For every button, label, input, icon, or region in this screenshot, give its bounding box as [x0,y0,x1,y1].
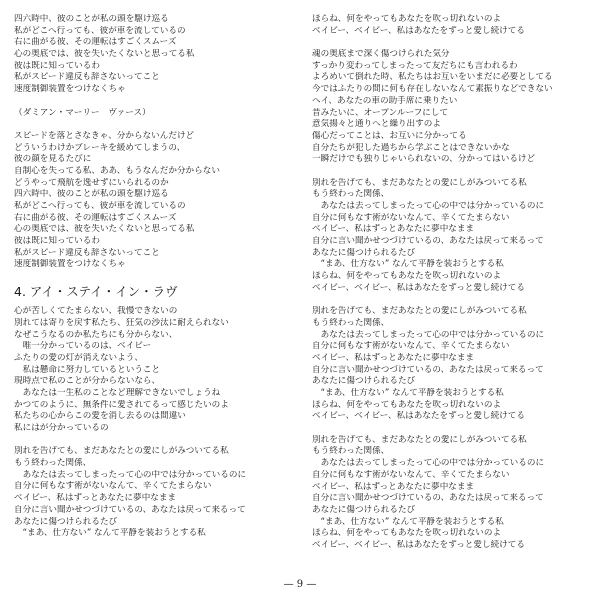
lyric-line: かつてのように、無条件に愛されてるって感じたいのよ [14,399,229,410]
lyric-line: 傷心だってことは、お互いに分かってる [312,130,467,141]
lyrics-block [312,435,594,552]
lyric-line: 私がどこへ行っても、彼が車を流しているの [14,201,186,211]
lyric-line: 自分に何もなす術がないなんて、辛くてたまらない [14,481,212,492]
lyric-line: 魂の奥底まで深く傷つけられた気分 [312,49,450,60]
lyric-line: どういうわけかブレーキを緩めてしまうの、 [14,142,186,153]
lyric-line: 別れては寄りを戻す私たち、狂気の沙汰に耐えられない [14,317,229,328]
stanza-gap [312,423,594,435]
lyric-line: 別れを告げても、まだあなたとの愛にしがみついてる私 [312,306,527,317]
lyric-line: 自分に言い聞かせつづけているの、あなたは戻って来るって [312,236,544,247]
lyric-line: 唯一分かっているのは、ベイビー [14,341,152,352]
lyric-line: 速度制御装置をつけなくちゃ [14,259,126,270]
lyric-line: 彼は既に知っているわ [14,60,100,71]
lyric-line: 自分に何もなす術がないなんて、辛くてたまらない [312,341,510,352]
lyric-line: ほらね、何をやってもあなたを吹っ切れないのよ [312,14,502,24]
lyric-line: ベイビー、ベイビー、私はあなたをずっと愛し続けてる [312,411,525,422]
left-column [14,14,296,540]
lyric-line: ベイビー、ベイビー、私はあなたをずっと愛し続けてる [312,539,525,550]
lyric-line: 私は懸命に努力しているということ [14,364,161,375]
lyric-line: 速度制御装置をつけなくちゃ [14,84,126,95]
lyric-line: 心の奥底では、彼を失いたくないと思ってる私 [14,49,195,60]
lyric-line: あなたは去ってしまったって心の中では分かっているのに [14,469,247,480]
lyric-line: 自分に何もなす術がないなんて、辛くてたまらない [312,469,510,480]
lyric-line: 私がどこへ行っても、彼が車を流しているの [14,25,186,36]
lyric-line: よろめいて倒れた時、私たちはお互いをいまだに必要としてる [312,72,553,83]
lyric-line: 心の奥底では、彼を失いたくないと思ってる私 [14,224,195,235]
lyric-line: もう終わった関係、 [312,189,390,200]
stanza-gap [312,166,594,178]
lyric-line: ベイビー、私はずっとあなたに夢中なまま [14,493,177,504]
lyric-line: 自分に言い聞かせつづけているの、あなたは戻って来るって [14,504,246,515]
lyric-line: 昔みたいに、オープンルーフにして [312,107,449,118]
lyrics-block [312,14,594,37]
lyrics-block [14,306,296,435]
lyric-line: あなたは去ってしまったって心の中では分かっているのに [312,201,545,211]
lyric-line: あなたに傷つけられるたび [14,516,118,527]
lyric-line: “まあ、仕方ない” なんて平静を装おうとする私 [312,388,504,398]
song-heading: 4. アイ・ステイ・イン・ラヴ [14,284,178,300]
lyric-line: ベイビー、ベイビー、私はあなたをずっと愛し続けてる [312,282,525,293]
lyric-line: ベイビー、私はずっとあなたに夢中なまま [312,352,475,363]
lyric-line: あなたに傷つけられるたび [312,376,416,387]
lyric-line: 心が苦しくてたまらない、我慢できないの [14,306,178,317]
lyric-line: 今ではふたりの間に何も存在しないなんて素振りなどできない [312,84,553,95]
lyric-line: 一瞬だけでも独りじゃいられないの、分かってはいるけど [312,154,536,165]
lyric-line: なぜこうなるのか私たちにも分からない、 [14,329,178,340]
lyric-line: 自制心を失ってる私、ああ、もうなんだか分からない [14,165,220,176]
lyric-line: 自分たちが犯した過ちから学ぶことはできないかな [312,142,510,153]
lyric-line: 自分に言い聞かせつづけているの、あなたは戻って来るって [312,493,544,504]
lyric-line: スピードを落とさなきゃ、分からないんだけど [14,130,195,141]
lyric-line: 別れを告げても、まだあなたとの愛にしがみついてる私 [312,177,527,188]
lyric-line: 彼は既に知っているわ [14,236,100,247]
lyric-line: あなたは去ってしまったって心の中では分かっているのに [312,458,545,469]
lyric-line: “まあ、仕方ない” なんて平静を装おうとする私 [14,528,206,539]
stanza-gap [312,37,594,49]
lyric-line: もう終わった関係、 [14,458,92,469]
right-column [312,14,594,552]
verse-credit: （ダミアン・マーリー ヴァース） [14,107,151,118]
lyric-line: ベイビー、私はずっとあなたに夢中なまま [312,481,475,492]
lyric-line: 右に曲がる彼、その運転はすごくスムーズ [14,37,177,48]
lyric-line: もう終わった関係、 [312,446,390,457]
lyric-line: 彼の顔を見るたびに [14,154,92,165]
lyric-line: 別れを告げても、まだあなたとの愛にしがみついてる私 [14,446,229,457]
lyric-line: 私がスピード違反も辞さないってこと [14,247,160,258]
page-number: — 9 — [283,579,317,590]
lyric-line: ふたりの愛の灯が消えないよう、 [14,352,143,363]
stanza-gap [312,295,594,307]
lyric-line: もう終わった関係、 [312,317,390,328]
lyrics-block [14,131,296,271]
lyric-line: 自分に言い聞かせつづけているの、あなたは戻って来るって [312,364,544,375]
lyrics-block [312,306,594,423]
lyric-line: 私たちの心からこの愛を消し去るのは間違い [14,411,186,422]
lyrics-block [312,49,594,166]
lyric-line: どうやって飛航を逸せずにいられるのか [14,177,169,188]
lyric-line: ヘイ、あなたの車の助手席に乗りたい [312,95,458,106]
lyric-line: “まあ、仕方ない” なんて平静を装おうとする私 [312,259,504,270]
lyric-line: あなたは一生私のことなど理解できないでしょうね [14,387,221,398]
lyrics-block [312,178,594,295]
lyric-line: すっかり変わってしまったって友だちにも言われるわ [312,60,518,71]
stanza-gap [14,119,296,131]
stanza-gap [14,96,296,108]
lyric-line: 別れを告げても、まだあなたとの愛にしがみついてる私 [312,434,527,445]
lyric-line: 自分に何もなす術がないなんて、辛くてたまらない [312,212,510,223]
lyric-line: “まあ、仕方ない” なんて平静を装おうとする私 [312,516,504,527]
lyric-line: 右に曲がる彼、その運転はすごくスムーズ [14,212,177,223]
lyric-line: ほらね、何をやってもあなたを吹っ切れないのよ [312,271,502,282]
lyric-line: 私にはが分かっているの [14,423,109,433]
lyrics-block [14,446,296,540]
lyric-line: ベイビー、ベイビー、私はあなたをずっと愛し続けてる [312,25,525,36]
lyric-line: ほらね、何をやってもあなたを吹っ切れないのよ [312,528,502,539]
lyrics-block [14,14,296,96]
lyric-line: あなたに傷つけられるたび [312,504,416,515]
lyric-line: 現時点で私のことが分からないなら、 [14,376,161,387]
lyric-line: ほらね、何をやってもあなたを吹っ切れないのよ [312,399,502,410]
lyric-line: 私がスピード違反も辞さないってこと [14,72,160,83]
lyric-line: 意気揚々と通りへと繰り出すのよ [312,119,441,130]
lyric-line: あなたに傷つけられるたび [312,247,416,258]
lyric-line: 四六時中、彼のことが私の頭を駆け巡る [14,189,169,200]
lyric-line: 四六時中、彼のことが私の頭を駆け巡る [14,14,169,24]
stanza-gap [14,435,296,447]
lyric-line: ベイビー、私はずっとあなたに夢中なまま [312,224,475,235]
lyric-line: あなたは去ってしまったって心の中では分かっているのに [312,329,545,340]
